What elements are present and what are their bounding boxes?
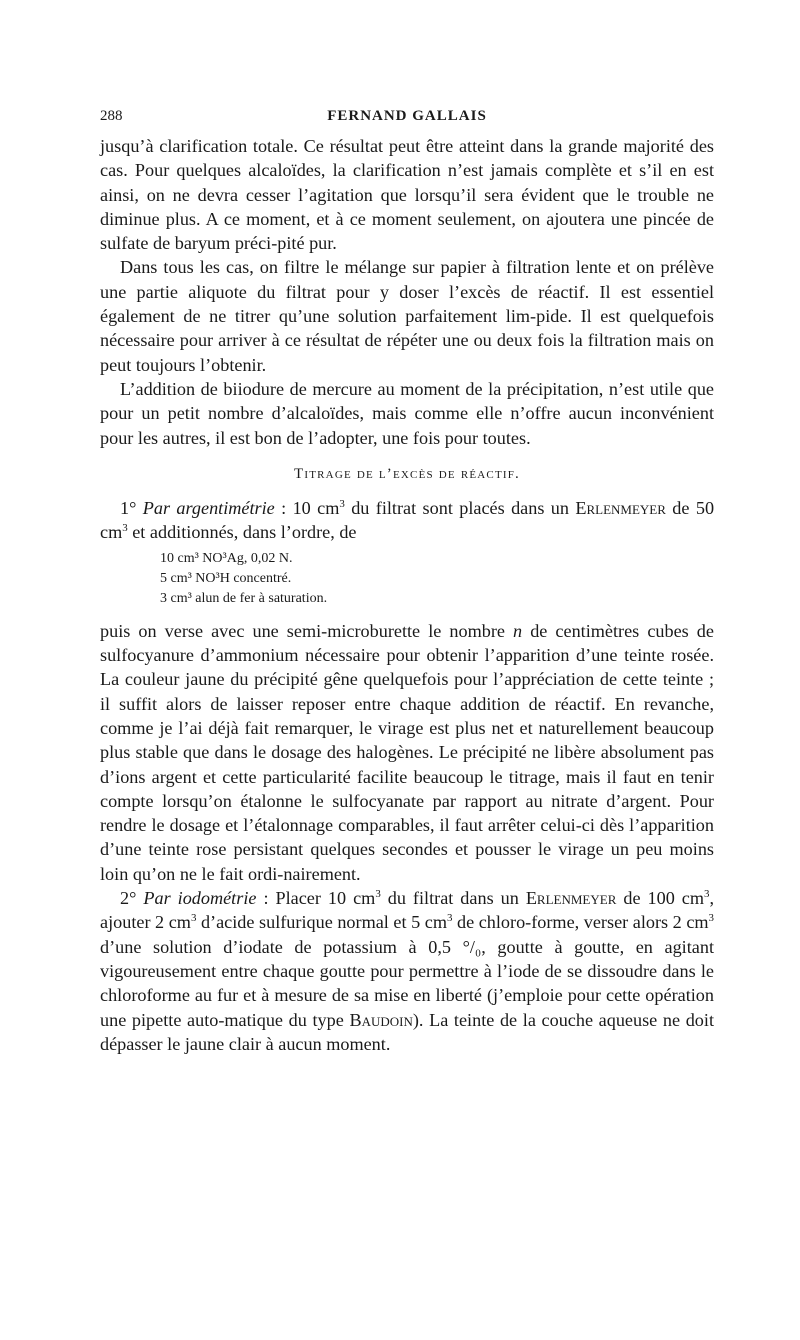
reagent-item: 5 cm³ NO³H concentré. [160,570,292,586]
superscript: 3 [375,887,381,900]
text-span: de centimètres cubes de sulfocyanure d’ammonium nécessaire pour obtenir l’apparition d’une teinte rosée. La couleur jaune du précipité gêne quelquefois pour l’appréciation de cette teinte ; il suffit alors de laisser reposer entre chaque addition de réactif. En revanche, comme je l’ai déjà fait remarquer, le virage est plus net et naturellement beaucoup plus stable que dans le dosage des halogènes. Le précipité ne libère absolument pas d’ions argent et cette particularité facilite beaucoup le titrage, mais il faut en tenir compte lorsqu’on étalonne le sulfocyanate par rapport au nitrate d’argent. Pour rendre le dosage et l’étalonnage comparables, il faut arrêter celui-ci dès l’apparition d’une teinte rose persistant quelques secondes et pousser le virage un peu moins loin qu’on ne le fait ordi-nairement. [100,620,714,884]
text-span: de chloro-forme, verser alors 2 cm [452,912,709,933]
paragraph-clarification: jusqu’à clarification totale. Ce résultat peut être atteint dans la grande majorité des cas. Pour quelques alcaloïdes, la clarification n’est jamais complète et s’il en est ainsi, on ne devra cesser l’agitation que lorsqu’il sera évident que le trouble ne diminue plus. A ce moment, et à ce moment seulement, on ajoutera une pincée de sulfate de baryum préci-pité pur. [100,136,714,254]
section-title-word: de [356,465,374,482]
text-span: de 100 cm [616,888,705,909]
paragraph-filtration: Dans tous les cas, on filtre le mélange sur papier à filtration lente et on prélève une partie aliquote du filtrat pour y doser l’excès de réactif. Il est essentiel également de ne titrer qu’une solution parfaitement lim-pide. Il est quelquefois nécessaire pour arriver à ce résultat de répéter une ou deux fois la filtration mais on peut toujours l’obtenir. [100,257,714,375]
page-header [100,108,714,134]
method-label: Par iodométrie [143,888,257,909]
text-span: d’acide sulfurique normal et 5 cm [196,912,447,933]
section-title [100,462,714,486]
text-span: : Placer 10 cm [256,888,376,909]
paragraph-argentimetry-intro [100,496,714,545]
text-span: et additionnés, dans l’ordre, de [127,522,357,543]
author-name: Baudoin [349,1009,413,1030]
text-span: puis on verse avec une semi-microburette le nombre [100,620,514,641]
running-title: FERNAND GALLAIS [327,108,487,124]
superscript: 3 [339,498,345,511]
text-span: de 50 cm [100,498,715,543]
reagent-item: 3 cm³ alun de fer à saturation. [160,590,328,606]
method-label: Par argentimétrie [142,498,275,519]
superscript: 3 [122,522,128,535]
paragraph-argentimetry-procedure [100,619,714,886]
section-title-word: de [438,465,456,482]
paragraph-iodometry [100,886,714,1056]
body-text [100,134,714,1056]
text-span: du filtrat sont placés dans un [344,498,576,519]
text-span: du filtrat dans un [380,888,526,909]
flask-name: Erlenmeyer [525,888,617,909]
page-number: 288 [100,108,123,124]
text-span: ). La teinte de la couche aqueuse ne doit dépasser le jaune clair à aucun moment. [100,1009,714,1054]
paragraph-biiodide: L’addition de biiodure de mercure au moment de la précipitation, n’est utile que pour un petit nombre d’alcaloïdes, mais comme elle n’offre aucun inconvénient pour les autres, il est bon de l’adopter, une fois pour toutes. [100,378,714,448]
text-span: : 10 cm [274,498,340,519]
method-number: 1° [120,498,137,519]
reagent-item: 10 cm³ NO³Ag, 0,02 N. [160,550,293,566]
method-number: 2° [120,888,137,909]
section-title-word: Titrage [294,465,352,482]
superscript: 3 [446,912,453,925]
superscript: 3 [190,912,197,925]
text-span: , ajouter 2 cm [100,888,715,933]
text-span: d’une solution d’iodate de potassium à 0,5 °/₀, goutte à goutte, en agitant vigoureusement entre chaque goutte pour permettre à l’iode de se dissoudre dans le chloroforme au fur et à mesure de sa mise en liberté (j’emploie pour cette opération une pipette auto-matique du type [100,936,714,1030]
superscript: 3 [708,912,714,925]
section-title-word: l’excès [378,465,434,482]
flask-name: Erlenmeyer [575,498,666,519]
section-title-word: réactif. [460,465,520,482]
superscript: 3 [704,887,710,900]
page [100,108,714,1056]
reagent-list [160,549,714,609]
variable-n: n [513,620,523,641]
